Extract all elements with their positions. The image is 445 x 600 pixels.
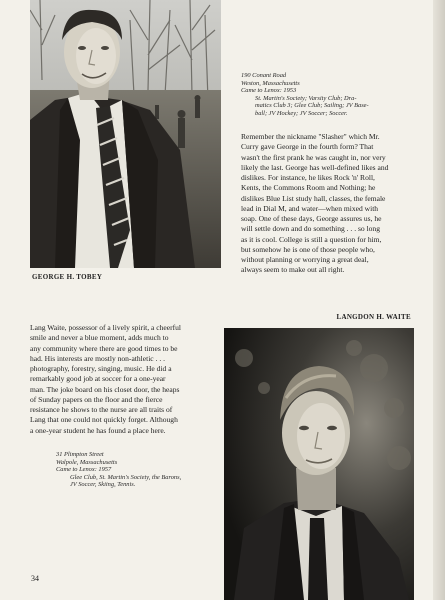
- bio-line: man. The joke board on his closet door, the heaps: [30, 384, 180, 394]
- bio-line: remarkably good job at soccer for a one-year: [30, 374, 166, 384]
- bio-line: soap. One of these days, George assures us, he: [241, 214, 382, 223]
- activities-line: ball; JV Hockey; JV Soccer; Soccer.: [255, 109, 348, 117]
- bio-line: likely the last. George has well-defined likes and: [241, 162, 389, 172]
- bio-line: without planning or worrying a great deal,: [241, 255, 369, 264]
- address-city: Walpole, Massachusetts: [56, 458, 118, 466]
- came-to-lenox: Came to Lenox: 1957: [56, 466, 112, 474]
- student-biography: [30, 323, 214, 436]
- bio-line: resistance he shows to the nurse are all traits of: [30, 405, 173, 414]
- bio-line: Remember the nickname "Slasher" which Mr.: [241, 132, 380, 141]
- student-name-caption: LANGDON H. WAITE: [336, 313, 411, 321]
- bio-line: of Sunday papers on the floor and the fierce: [30, 394, 163, 404]
- activities-line: St. Martin's Society; Varsity Club; Dra-: [255, 94, 357, 102]
- student-name-caption: GEORGE H. TOBEY: [32, 273, 103, 281]
- bio-line: Lang that one could not quickly forget. Although: [30, 415, 178, 425]
- student-address-block: [56, 451, 221, 489]
- bio-line: a one-year student he has found a place here.: [30, 425, 166, 435]
- bio-line: Kents, the Commons Room and Nothing; he: [241, 183, 376, 193]
- student-biography: [241, 132, 417, 276]
- activities-line: Glee Club, St. Martin's Society, the Barons,: [70, 473, 182, 481]
- bio-line: Lang Waite, possessor of a lively spirit, a cheerful: [30, 323, 181, 332]
- page-binding-edge: [433, 0, 445, 600]
- bio-line: but somehow he is one of those people who,: [241, 244, 375, 254]
- bio-line: photography, forestry, singing, music. He did a: [30, 364, 172, 373]
- address-street: 190 Conant Road: [241, 72, 287, 79]
- student-address-block: [241, 72, 417, 118]
- bio-line: will settle down and do something . . . so long: [241, 224, 380, 234]
- bio-line: Curry gave George in the fourth form? That: [241, 142, 374, 152]
- address-street: 31 Plimpton Street: [56, 451, 104, 458]
- bio-line: wasn't the first prank he was caught in, nor very: [241, 152, 386, 162]
- bio-line: smile and never a blue moment, adds much to: [30, 333, 169, 343]
- bio-line: any community where there are good times to be: [30, 343, 178, 353]
- bio-line: had. His interests are mostly non-athletic . . .: [30, 353, 165, 363]
- portrait-photo-waite: [224, 328, 414, 600]
- activities-line: JV Soccer, Skiing, Tennis.: [70, 481, 136, 489]
- page-number: 34: [31, 574, 39, 583]
- bio-line: dislikes Blue List study hall, classes, the female: [241, 193, 386, 203]
- came-to-lenox: Came to Lenox: 1953: [241, 87, 297, 95]
- activities-line: matics Club 3; Glee Club; Sailing; JV Base-: [255, 102, 369, 110]
- bio-line: always seem to make out all right.: [241, 265, 345, 275]
- bio-line: dislikes. For instance, he likes Rock 'n' Roll,: [241, 173, 375, 182]
- address-city: Weston, Massachusetts: [241, 79, 300, 87]
- bio-line: as it is cool. College is still a question for him,: [241, 234, 382, 244]
- bio-line: lead in Dial M, and water—when mixed with: [241, 203, 379, 213]
- portrait-photo-tobey: [30, 0, 221, 268]
